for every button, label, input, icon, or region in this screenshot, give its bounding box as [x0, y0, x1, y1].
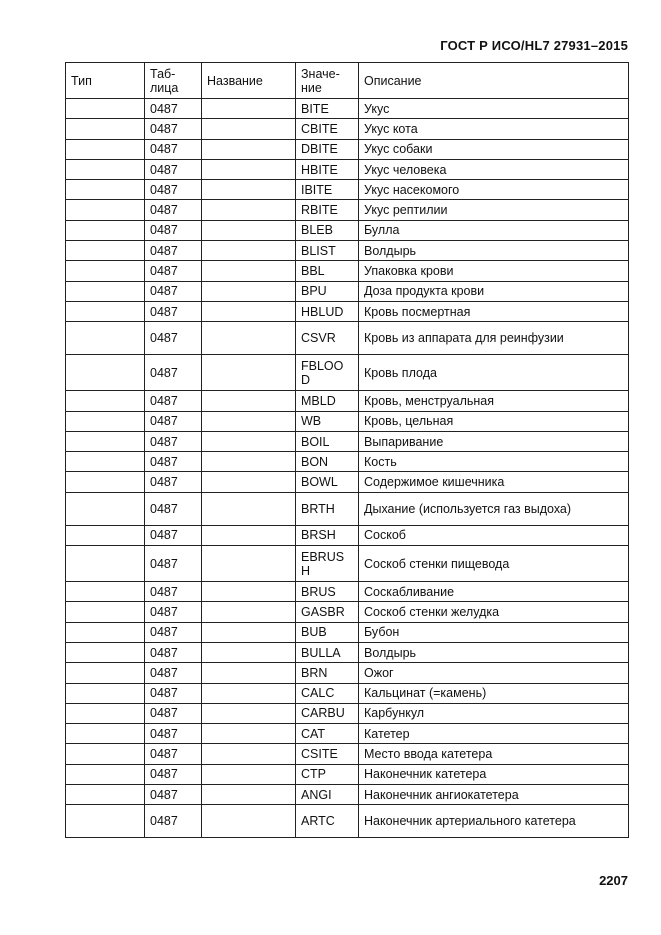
column-header-table [145, 63, 202, 99]
cell-type [66, 622, 145, 642]
cell-table: 0487 [145, 241, 202, 261]
cell-table: 0487 [145, 703, 202, 723]
table-row [66, 322, 629, 355]
cell-table: 0487 [145, 525, 202, 545]
cell-description: Место ввода катетера [359, 744, 629, 764]
cell-description: Соскоб [359, 525, 629, 545]
table-row [66, 744, 629, 764]
cell-table: 0487 [145, 764, 202, 784]
cell-value-line1: BLIST [301, 243, 336, 258]
table-row [66, 139, 629, 159]
cell-description: Укус рептилии [359, 200, 629, 220]
cell-value [296, 785, 359, 805]
table-row [66, 703, 629, 723]
cell-value-line1: GASBR [301, 604, 345, 619]
table-row [66, 472, 629, 492]
cell-value-line1: FBLOO [301, 358, 344, 373]
table-row [66, 642, 629, 662]
cell-table: 0487 [145, 805, 202, 838]
cell-name [202, 785, 296, 805]
cell-type [66, 355, 145, 391]
cell-name [202, 431, 296, 451]
cell-name [202, 411, 296, 431]
cell-type [66, 724, 145, 744]
cell-description: Укус насекомого [359, 180, 629, 200]
cell-type [66, 241, 145, 261]
cell-type [66, 180, 145, 200]
cell-name [202, 525, 296, 545]
cell-value-line1: CSITE [301, 747, 338, 762]
cell-table: 0487 [145, 261, 202, 281]
cell-value [296, 261, 359, 281]
cell-description: Катетер [359, 724, 629, 744]
page-number: 2207 [599, 873, 628, 888]
cell-table: 0487 [145, 546, 202, 582]
cell-table: 0487 [145, 431, 202, 451]
table-row [66, 180, 629, 200]
cell-type [66, 261, 145, 281]
table-row [66, 805, 629, 838]
cell-type [66, 582, 145, 602]
cell-type [66, 805, 145, 838]
cell-type [66, 301, 145, 321]
cell-value [296, 744, 359, 764]
cell-name [202, 642, 296, 662]
cell-description: Соскоб стенки пищевода [359, 546, 629, 582]
cell-value [296, 546, 359, 582]
cell-value-line1: CAT [301, 726, 326, 741]
table-row [66, 261, 629, 281]
cell-name [202, 663, 296, 683]
cell-description: Ожог [359, 663, 629, 683]
cell-value-line1: EBRUS [301, 549, 345, 564]
cell-value [296, 622, 359, 642]
cell-name [202, 119, 296, 139]
cell-type [66, 602, 145, 622]
table-row [66, 301, 629, 321]
table-row [66, 622, 629, 642]
cell-name [202, 805, 296, 838]
cell-table: 0487 [145, 322, 202, 355]
cell-type [66, 281, 145, 301]
cell-table: 0487 [145, 642, 202, 662]
cell-value-line1: BOWL [301, 475, 338, 490]
table-row [66, 724, 629, 744]
cell-type [66, 391, 145, 411]
cell-description: Укус собаки [359, 139, 629, 159]
cell-name [202, 180, 296, 200]
cell-name [202, 744, 296, 764]
cell-value [296, 525, 359, 545]
cell-name [202, 261, 296, 281]
column-header-name: Название [202, 63, 296, 99]
cell-type [66, 159, 145, 179]
document-header: ГОСТ Р ИСО/HL7 27931–2015 [440, 38, 628, 53]
cell-type [66, 642, 145, 662]
cell-description: Доза продукта крови [359, 281, 629, 301]
cell-type [66, 452, 145, 472]
table-row [66, 764, 629, 784]
cell-type [66, 431, 145, 451]
cell-table: 0487 [145, 472, 202, 492]
table-row [66, 525, 629, 545]
cell-value-line1: HBITE [301, 162, 338, 177]
cell-value-line1: BRN [301, 665, 328, 680]
cell-type [66, 411, 145, 431]
cell-value-line1: BLEB [301, 223, 333, 238]
table-header-row [66, 63, 629, 99]
cell-table: 0487 [145, 355, 202, 391]
cell-value-line2: D [301, 372, 311, 387]
cell-value [296, 663, 359, 683]
cell-name [202, 220, 296, 240]
cell-value [296, 431, 359, 451]
cell-value-line1: MBLD [301, 393, 336, 408]
cell-value-line1: BPU [301, 284, 327, 299]
column-header-table-line2: лица [150, 80, 179, 95]
cell-type [66, 663, 145, 683]
table-row [66, 281, 629, 301]
cell-name [202, 472, 296, 492]
cell-table: 0487 [145, 602, 202, 622]
cell-value-line1: CTP [301, 767, 326, 782]
cell-type [66, 546, 145, 582]
table-row [66, 241, 629, 261]
cell-description: Укус человека [359, 159, 629, 179]
cell-value-line1: WB [301, 414, 322, 429]
cell-value [296, 703, 359, 723]
cell-value-line1: BOIL [301, 434, 330, 449]
cell-table: 0487 [145, 683, 202, 703]
cell-description: Упаковка крови [359, 261, 629, 281]
column-header-value-line2: ние [301, 80, 322, 95]
cell-table: 0487 [145, 139, 202, 159]
cell-table: 0487 [145, 452, 202, 472]
cell-value [296, 683, 359, 703]
cell-name [202, 582, 296, 602]
codes-table [65, 62, 629, 838]
cell-value-line1: CALC [301, 686, 335, 701]
table-row [66, 582, 629, 602]
table-row [66, 220, 629, 240]
cell-name [202, 139, 296, 159]
cell-value [296, 582, 359, 602]
cell-value [296, 391, 359, 411]
cell-table: 0487 [145, 159, 202, 179]
cell-description: Кальцинат (=камень) [359, 683, 629, 703]
cell-table: 0487 [145, 281, 202, 301]
cell-description: Карбункул [359, 703, 629, 723]
cell-value [296, 602, 359, 622]
cell-table: 0487 [145, 582, 202, 602]
cell-name [202, 602, 296, 622]
cell-type [66, 322, 145, 355]
cell-name [202, 492, 296, 525]
cell-description: Кровь, цельная [359, 411, 629, 431]
cell-table: 0487 [145, 200, 202, 220]
cell-value-line1: BRTH [301, 501, 335, 516]
cell-table: 0487 [145, 99, 202, 119]
cell-value-line1: BRSH [301, 528, 336, 543]
cell-value-line1: IBITE [301, 182, 333, 197]
cell-table: 0487 [145, 119, 202, 139]
cell-value-line1: BUB [301, 625, 327, 640]
cell-type [66, 492, 145, 525]
cell-value-line1: ARTC [301, 814, 335, 829]
cell-value-line1: CBITE [301, 121, 338, 136]
cell-description: Волдырь [359, 642, 629, 662]
cell-description: Булла [359, 220, 629, 240]
cell-table: 0487 [145, 622, 202, 642]
cell-type [66, 99, 145, 119]
table-row [66, 546, 629, 582]
cell-value [296, 724, 359, 744]
cell-name [202, 281, 296, 301]
cell-name [202, 764, 296, 784]
cell-type [66, 744, 145, 764]
cell-name [202, 355, 296, 391]
cell-table: 0487 [145, 301, 202, 321]
cell-description: Кровь плода [359, 355, 629, 391]
cell-value [296, 220, 359, 240]
cell-name [202, 159, 296, 179]
column-header-type: Тип [66, 63, 145, 99]
cell-value [296, 411, 359, 431]
table-row [66, 391, 629, 411]
table-row [66, 411, 629, 431]
cell-value-line1: ANGI [301, 787, 332, 802]
cell-name [202, 301, 296, 321]
cell-name [202, 200, 296, 220]
cell-value-line1: DBITE [301, 142, 338, 157]
cell-value-line1: BULLA [301, 645, 341, 660]
column-header-value [296, 63, 359, 99]
table-row [66, 159, 629, 179]
cell-value [296, 159, 359, 179]
table-row [66, 431, 629, 451]
cell-type [66, 703, 145, 723]
cell-type [66, 220, 145, 240]
cell-description: Соскоб стенки желудка [359, 602, 629, 622]
table-row [66, 355, 629, 391]
cell-value [296, 322, 359, 355]
column-header-description: Описание [359, 63, 629, 99]
cell-type [66, 764, 145, 784]
cell-value [296, 180, 359, 200]
cell-value-line1: HBLUD [301, 304, 344, 319]
cell-description: Выпаривание [359, 431, 629, 451]
cell-type [66, 119, 145, 139]
cell-name [202, 683, 296, 703]
cell-table: 0487 [145, 785, 202, 805]
table-row [66, 663, 629, 683]
cell-value [296, 642, 359, 662]
cell-type [66, 525, 145, 545]
cell-value [296, 301, 359, 321]
cell-value [296, 200, 359, 220]
cell-value-line1: BON [301, 454, 329, 469]
cell-table: 0487 [145, 663, 202, 683]
cell-description: Кровь из аппарата для реинфузии [359, 322, 629, 355]
cell-description: Дыхание (используется газ выдоха) [359, 492, 629, 525]
cell-table: 0487 [145, 744, 202, 764]
cell-value-line1: CSVR [301, 331, 336, 346]
cell-type [66, 785, 145, 805]
column-header-value-line1: Значе- [301, 66, 340, 81]
cell-description: Укус кота [359, 119, 629, 139]
cell-table: 0487 [145, 411, 202, 431]
cell-description: Соскабливание [359, 582, 629, 602]
cell-description: Наконечник ангиокатетера [359, 785, 629, 805]
cell-name [202, 724, 296, 744]
cell-name [202, 546, 296, 582]
cell-value-line1: RBITE [301, 203, 338, 218]
cell-value [296, 805, 359, 838]
table-row [66, 602, 629, 622]
table-row [66, 99, 629, 119]
cell-type [66, 139, 145, 159]
cell-type [66, 472, 145, 492]
cell-name [202, 622, 296, 642]
cell-description: Наконечник катетера [359, 764, 629, 784]
cell-value-line1: BBL [301, 264, 325, 279]
cell-value [296, 119, 359, 139]
cell-value-line1: BITE [301, 101, 329, 116]
cell-description: Содержимое кишечника [359, 472, 629, 492]
cell-value [296, 241, 359, 261]
cell-name [202, 322, 296, 355]
cell-value [296, 764, 359, 784]
table-row [66, 452, 629, 472]
cell-name [202, 99, 296, 119]
cell-description: Бубон [359, 622, 629, 642]
cell-value [296, 139, 359, 159]
cell-description: Кость [359, 452, 629, 472]
cell-table: 0487 [145, 220, 202, 240]
cell-name [202, 241, 296, 261]
cell-value [296, 492, 359, 525]
cell-name [202, 703, 296, 723]
cell-value-line2: H [301, 563, 311, 578]
cell-description: Укус [359, 99, 629, 119]
cell-table: 0487 [145, 180, 202, 200]
cell-table: 0487 [145, 492, 202, 525]
table-row [66, 119, 629, 139]
table-row [66, 785, 629, 805]
cell-value [296, 281, 359, 301]
table-body [66, 99, 629, 838]
cell-table: 0487 [145, 391, 202, 411]
table-row [66, 200, 629, 220]
cell-name [202, 391, 296, 411]
table-row [66, 492, 629, 525]
cell-value [296, 355, 359, 391]
cell-name [202, 452, 296, 472]
cell-value-line1: BRUS [301, 584, 336, 599]
cell-description: Волдырь [359, 241, 629, 261]
cell-value [296, 452, 359, 472]
table-row [66, 683, 629, 703]
cell-description: Кровь посмертная [359, 301, 629, 321]
cell-type [66, 200, 145, 220]
cell-type [66, 683, 145, 703]
cell-value [296, 99, 359, 119]
cell-value [296, 472, 359, 492]
column-header-table-line1: Таб- [150, 66, 176, 81]
cell-value-line1: CARBU [301, 706, 345, 721]
cell-description: Кровь, менструальная [359, 391, 629, 411]
cell-description: Наконечник артериального катетера [359, 805, 629, 838]
cell-table: 0487 [145, 724, 202, 744]
